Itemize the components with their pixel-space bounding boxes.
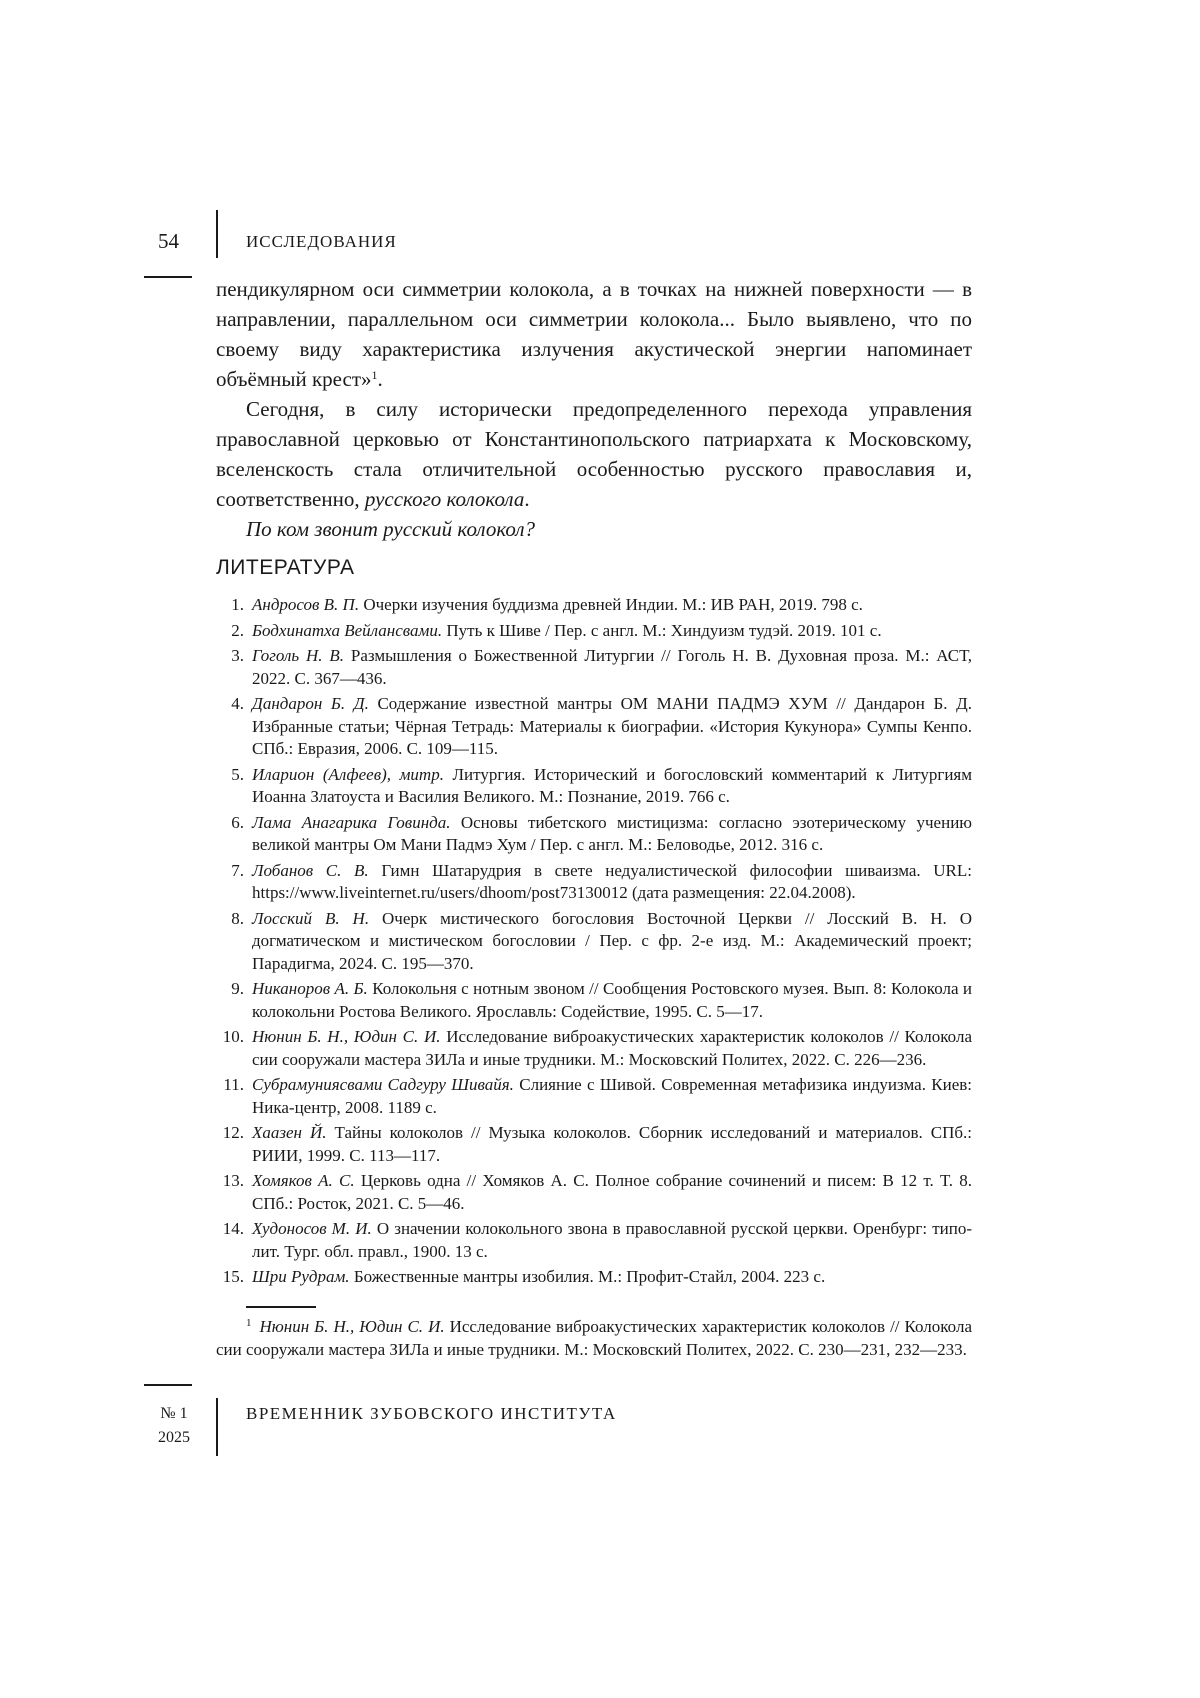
paragraph-3: По ком звонит русский колокол? xyxy=(246,517,535,541)
reference-text: Исследование виброакустических характеристик колоколов // Колокола сии сооружали мастера ЗИЛа и иные трудники. М.: Московский Политех, 2022. С. 226—236. xyxy=(252,1027,972,1069)
issue-number: № 1 xyxy=(160,1405,188,1422)
reference-text: Очерки изучения буддизма древней Индии. М.: ИВ РАН, 2019. 798 с. xyxy=(359,595,863,614)
reference-author: Лобанов С. В. xyxy=(252,860,369,880)
reference-author: Андросов В. П. xyxy=(252,595,360,614)
reference-number: 12. xyxy=(222,1123,244,1142)
reference-text: Содержание известной мантры ОМ МАНИ ПАДМЭ ХУМ // Дандарон Б. Д. Избранные статьи; Чёрная Тетрадь: Материалы к биографии. «История Кукунора» Сумпы Кенпо. СПб.: Евразия, 2006. С. 109—115. xyxy=(252,694,972,758)
journal-title: ВРЕМЕННИК ЗУБОВСКОГО ИНСТИТУТА xyxy=(246,1404,617,1423)
reference-number: 7. xyxy=(231,860,244,880)
reference-author: Хомяков А. С. xyxy=(252,1171,355,1190)
reference-number: 10. xyxy=(222,1027,244,1046)
reference-number: 8. xyxy=(231,908,244,928)
reference-text: Колокольня с нотным звоном // Сообщения Ростовского музея. Вып. 8: Колокола и колокольни Ростова Великого. Ярославль: Содействие, 1995. С. 5—17. xyxy=(252,979,972,1021)
reference-text: Божественные мантры изобилия. М.: Профит-Стайл, 2004. 223 с. xyxy=(349,1267,826,1286)
section-title: ИССЛЕДОВАНИЯ xyxy=(246,232,397,251)
footnote-separator xyxy=(246,1306,316,1308)
header-vertical-rule xyxy=(216,210,218,258)
reference-author: Гоголь Н. В. xyxy=(252,646,345,665)
reference-item xyxy=(216,1074,972,1119)
reference-author: Шри Рудрам. xyxy=(252,1267,350,1286)
reference-item xyxy=(216,908,972,976)
reference-item xyxy=(216,620,972,643)
footnote-ref: 1 xyxy=(371,368,378,382)
reference-item xyxy=(216,645,972,690)
reference-author: Никаноров А. Б. xyxy=(252,979,368,998)
reference-text: Церковь одна // Хомяков А. С. Полное собрание сочинений и писем: В 12 т. Т. 8. СПб.: Росток, 2021. С. 5—46. xyxy=(252,1171,972,1213)
header-margin-rule xyxy=(144,276,192,278)
reference-item xyxy=(216,594,972,617)
reference-text: Основы тибетского мистицизма: согласно эзотерическому учению великой мантры Ом Мани Падмэ Хум / Пер. с англ. М.: Беловодье, 2012. 316 с. xyxy=(252,812,972,854)
reference-text: Размышления о Божественной Литургии // Гоголь Н. В. Духовная проза. М.: АСТ, 2022. С. 367—436. xyxy=(252,646,972,688)
reference-item xyxy=(216,1170,972,1215)
reference-text: Слияние с Шивой. Современная метафизика индуизма. Киев: Ника-центр, 2008. 1189 с. xyxy=(252,1075,972,1117)
issue-info xyxy=(144,1402,204,1450)
reference-item xyxy=(216,978,972,1023)
reference-item xyxy=(216,1122,972,1167)
reference-item xyxy=(216,1266,972,1289)
reference-text: О значении колокольного звона в православной русской церкви. Оренбург: типо-лит. Тург. обл. правл., 1900. 13 с. xyxy=(252,1219,972,1261)
reference-number: 5. xyxy=(231,764,244,784)
reference-item xyxy=(216,1026,972,1071)
reference-text: Очерк мистического богословия Восточной Церкви // Лосский В. Н. О догматическом и мистическом богословии / Пер. с фр. 2-е изд. М.: Академический проект; Парадигма, 2024. С. 195—370. xyxy=(252,908,973,973)
reference-author: Дандарон Б. Д. xyxy=(252,694,369,713)
reference-text: Тайны колоколов // Музыка колоколов. Сборник исследований и материалов. СПб.: РИИИ, 1999. С. 113—117. xyxy=(252,1123,972,1165)
paragraph-1: пендикулярном оси симметрии колокола, а в точках на нижней поверхности — в направлении, параллельном оси симметрии колокола... Было выявлено, что по своему виду характеристика излучения акустической энергии напоминает объёмный крест»$^1$. xyxy=(216,277,972,391)
reference-number: 1. xyxy=(231,595,244,614)
reference-author: Нюнин Б. Н., Юдин С. И. xyxy=(252,1027,441,1046)
paragraph-2: Сегодня, в силу исторически предопределенного перехода управления православной церковью от Константинопольского патриархата к Московскому, вселенскость стала отличительной особенностью русского православия и, соответственно, русского колокола. xyxy=(216,397,972,511)
reference-author: Лосский В. Н. xyxy=(252,908,370,928)
footer-margin-rule xyxy=(144,1384,192,1386)
reference-item xyxy=(216,860,972,905)
reference-author: Хаазен Й. xyxy=(252,1123,327,1142)
reference-number: 14. xyxy=(222,1219,244,1238)
reference-author: Бодхинатха Вейлансвами. xyxy=(252,620,443,640)
reference-number: 6. xyxy=(231,812,244,832)
reference-item xyxy=(216,812,972,857)
issue-year: 2025 xyxy=(158,1429,190,1446)
reference-number: 4. xyxy=(231,694,244,713)
reference-author: Субрамуниясвами Садгуру Шивайя. xyxy=(252,1075,514,1094)
reference-item xyxy=(216,764,972,809)
footer-vertical-rule xyxy=(216,1398,218,1456)
reference-list xyxy=(216,594,972,1292)
reference-author: Лама Анагарика Говинда. xyxy=(252,812,451,832)
reference-text: Путь к Шиве / Пер. с англ. М.: Хиндуизм тудэй. 2019. 101 с. xyxy=(442,620,882,640)
reference-number: 13. xyxy=(222,1171,244,1190)
reference-number: 3. xyxy=(231,646,244,665)
reference-author: Худоносов М. И. xyxy=(252,1219,372,1238)
reference-number: 11. xyxy=(223,1075,244,1094)
reference-number: 9. xyxy=(231,979,244,998)
reference-number: 2. xyxy=(231,620,244,640)
reference-number: 15. xyxy=(222,1267,244,1286)
page-number: 54 xyxy=(158,229,179,253)
reference-item xyxy=(216,693,972,761)
reference-item xyxy=(216,1218,972,1263)
body-text xyxy=(216,274,972,544)
reference-text: Гимн Шатарудрия в свете недуалистической философии шиваизма. URL: https://www.liveinternet.ru/users/dhoom/post73130012 (дата размещения: 22.04.2008). xyxy=(252,860,973,902)
footnote-mark: 1 xyxy=(246,1317,252,1329)
footnote: $^1$ Нюнин Б. Н., Юдин С. И. Исследование виброакустических характеристик колоколов // Колокола сии сооружали мастера ЗИЛа и иные трудники. М.: Московский Политех, 2022. С. 230—231, 232—233. xyxy=(216,1317,972,1359)
literature-heading: ЛИТЕРАТУРА xyxy=(216,556,355,579)
reference-author: Иларион (Алфеев), митр. xyxy=(252,764,444,784)
reference-text: Литургия. Исторический и богословский комментарий к Литургиям Иоанна Златоуста и Василия Великого. М.: Познание, 2019. 766 с. xyxy=(252,764,973,806)
